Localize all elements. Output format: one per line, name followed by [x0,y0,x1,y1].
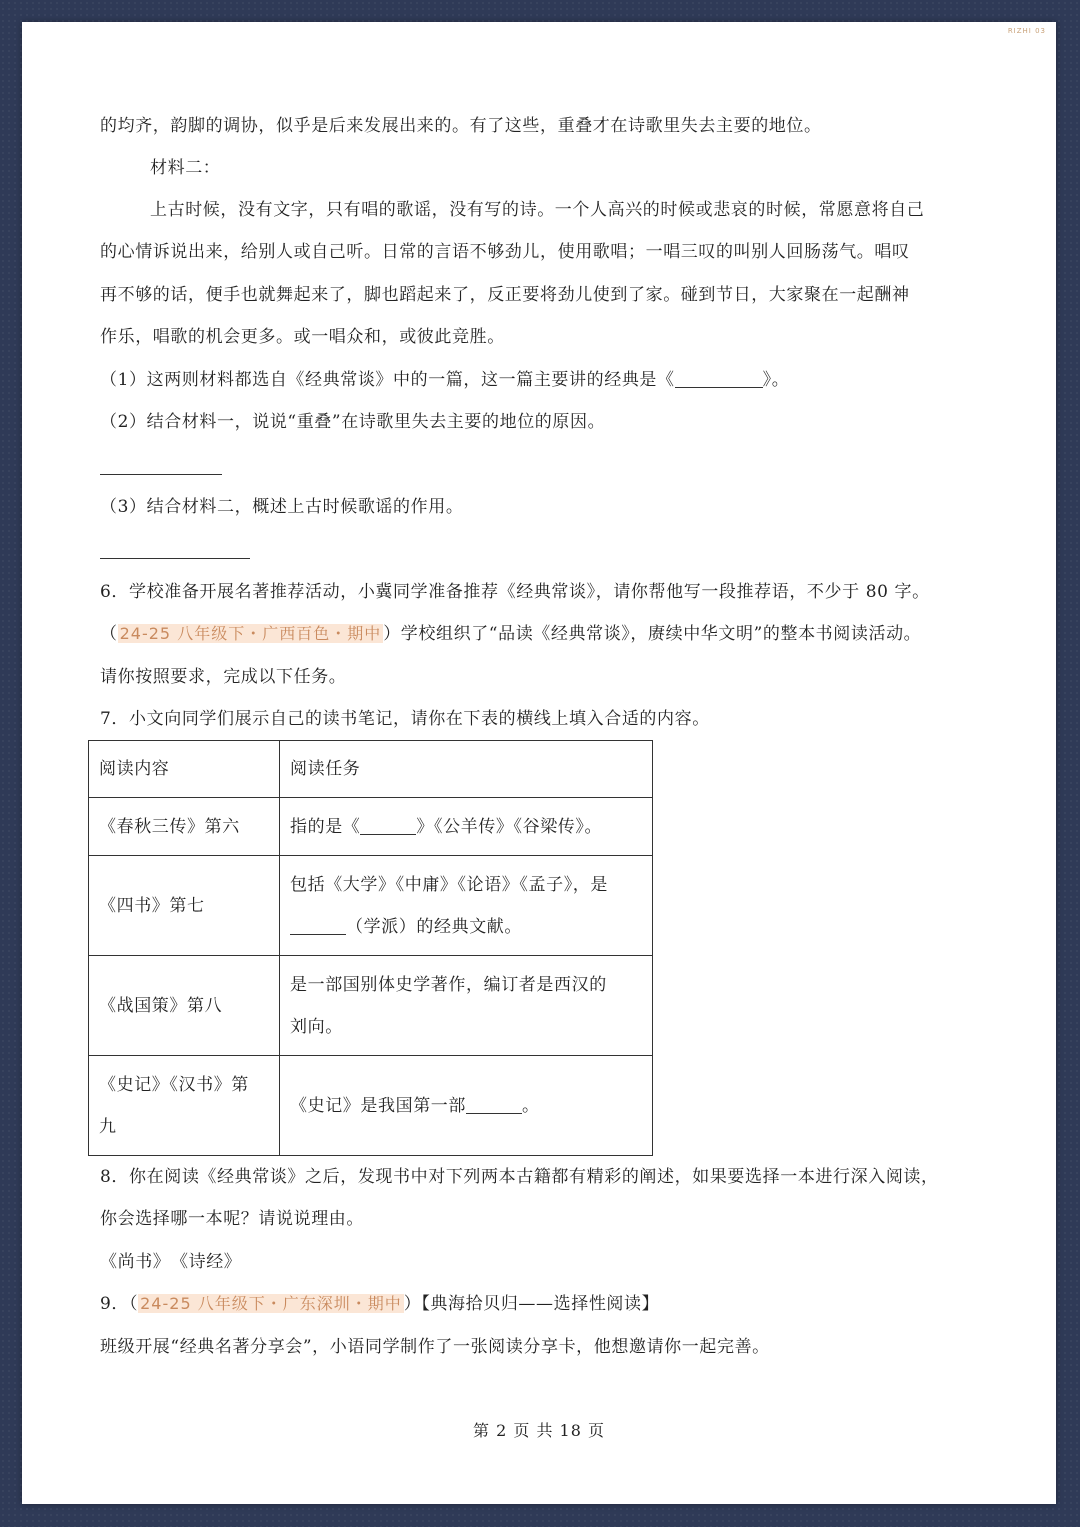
text-line: 上古时候，没有文字，只有唱的歌谣，没有写的诗。一个人高兴的时候或悲哀的时候，常愿意将自己 [150,200,925,220]
header-content: 阅读内容 [89,741,280,798]
text-line: 的均齐，韵脚的调协，似乎是后来发展出来的。有了这些，重叠才在诗歌里失去主要的地位。 [100,116,822,136]
paren-open: （ [100,624,118,644]
cell-text: 刘向。 [290,1016,343,1037]
cell-text: 《史记》《汉书》第 [99,1074,249,1095]
question-6-source [100,622,1000,646]
source-tag: 24-25 八年级下・广东深圳・期中 [140,1294,402,1313]
answer-blank[interactable] [360,816,416,835]
cell-content: 《四书》第七 [89,856,280,956]
question-9-number: 9．（ [100,1294,139,1314]
cell-text: 九 [99,1116,117,1137]
cell-text: 《史记》是我国第一部 [290,1095,466,1116]
question-6-intro: ）学校组织了“品读《经典常谈》，赓续中华文明”的整本书阅读活动。 [383,624,922,644]
cell-text: 是一部国别体史学著作，编订者是西汉的 [290,974,607,995]
book-options: 《尚书》 《诗经》 [100,1252,242,1272]
document-page [22,22,1056,1504]
cell-content: 《战国策》第八 [89,956,280,1056]
cell-content [89,1056,280,1156]
header-task: 阅读任务 [280,741,653,798]
reading-notes-table [88,740,653,1156]
question-8: 8．你在阅读《经典常谈》之后，发现书中对下列两本古籍都有精彩的阐述，如果要选择一本进行深入阅读， [100,1167,939,1187]
table-row [89,798,653,856]
text-line: 你会选择哪一本呢？请说说理由。 [100,1209,364,1229]
question-3: （3）结合材料二，概述上古时候歌谣的作用。 [100,497,464,517]
answer-line[interactable] [100,558,250,559]
answer-blank[interactable] [466,1095,522,1114]
text-line: 请你按照要求，完成以下任务。 [100,667,347,687]
table-header-row [89,741,653,798]
text-line: 再不够的话，便手也就舞起来了，脚也蹈起来了，反正要将劲儿使到了家。碰到节日，大家聚在一起酬神 [100,285,910,305]
cell-text: （学派）的经典文献。 [346,916,522,937]
material-two-heading: 材料二： [150,158,221,178]
table-row [89,856,653,956]
source-tag: 24-25 八年级下・广西百色・期中 [119,624,382,643]
question-1-end: 》。 [762,370,790,390]
cell-content: 《春秋三传》第六 [89,798,280,856]
cell-task [280,956,653,1056]
page-footer: 第 2 页 共 18 页 [473,1421,605,1440]
text-line: 的心情诉说出来，给别人或自己听。日常的言语不够劲儿，使用歌唱；一唱三叹的叫别人回肠荡气。唱叹 [100,242,910,262]
question-2: （2）结合材料一，说说“重叠”在诗歌里失去主要的地位的原因。 [100,412,606,432]
answer-blank[interactable] [675,369,763,388]
question-9 [100,1292,1000,1316]
question-9-title: ）【典海拾贝归——选择性阅读】 [403,1294,660,1314]
cell-task [280,856,653,956]
answer-line[interactable] [100,474,222,475]
question-1-text: （1）这两则材料都选自《经典常谈》中的一篇，这一篇主要讲的经典是《 [100,370,675,390]
cell-text: 指的是《 [290,816,361,837]
cell-text: 》《公羊传》《谷梁传》。 [416,816,603,837]
question-7: 7．小文向同学们展示自己的读书笔记，请你在下表的横线上填入合适的内容。 [100,709,710,729]
question-1 [100,368,1000,392]
question-6: 6．学校准备开展名著推荐活动，小冀同学准备推荐《经典常谈》，请你帮他写一段推荐语，不少于 80 字。 [100,582,930,602]
table-row [89,1056,653,1156]
text-line: 作乐，唱歌的机会更多。或一唱众和，或彼此竞胜。 [100,327,505,347]
cell-task [280,798,653,856]
answer-blank[interactable] [290,916,346,935]
cell-text: 包括《大学》《中庸》《论语》《孟子》，是 [290,874,608,895]
cell-text: 。 [522,1095,540,1116]
cell-task [280,1056,653,1156]
table-row [89,956,653,1056]
text-line: 班级开展“经典名著分享会”，小语同学制作了一张阅读分享卡，他想邀请你一起完善。 [100,1337,770,1357]
watermark: RIZHI 03 [1007,27,1046,35]
